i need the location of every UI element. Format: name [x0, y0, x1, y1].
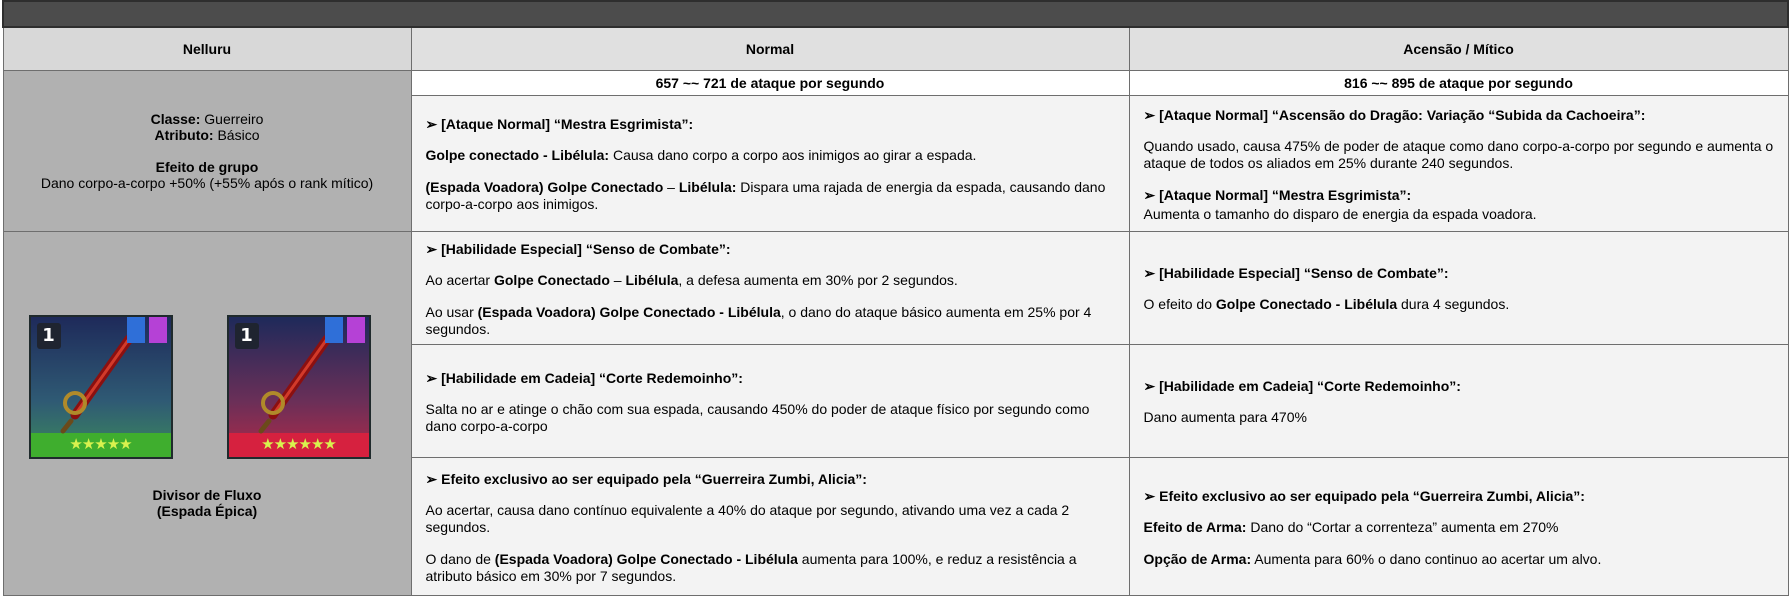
level-badge: 1: [37, 323, 61, 349]
attack-normal: 657 ~~ 721 de ataque por segundo: [411, 71, 1129, 96]
chain-skill-mythic-cell: [1129, 345, 1788, 458]
attribute-line: Atributo: Básico: [154, 127, 260, 143]
paragraph: O efeito do Golpe Conectado - Libélula dura 4 segundos.: [1143, 296, 1510, 312]
paragraph: Golpe conectado - Libélula: Causa dano corpo a corpo aos inimigos ao girar a espada.: [425, 147, 977, 163]
paragraph: Opção de Arma: Aumenta para 60% o dano continuo ao acertar um alvo.: [1143, 550, 1602, 567]
section-heading: ➢ [Habilidade Especial] “Senso de Combate”:: [425, 240, 731, 257]
title-bar: [3, 1, 1788, 27]
paragraph: Ao usar (Espada Voadora) Golpe Conectado - Libélula, o dano do ataque básico aumenta em 25% por 4 segundos.: [425, 303, 1092, 337]
chain-skill-normal-cell: [411, 345, 1129, 458]
exclusive-effect-mythic-cell: [1129, 458, 1788, 596]
weapon-name-line: Divisor de Fluxo: [152, 486, 262, 503]
weapon-card-mythic: [227, 315, 371, 459]
paragraph: Efeito de Arma: Dano do “Cortar a correnteza” aumenta em 270%: [1143, 518, 1559, 535]
bookmark-icon: [325, 317, 343, 343]
gem-icon: [149, 317, 167, 343]
section-heading: ➢ [Habilidade em Cadeia] “Corte Redemoinho”:: [1143, 378, 1461, 394]
weapon-name: [4, 487, 411, 519]
weapon-type-line: (Espada Épica): [156, 502, 258, 519]
exclusive-effect-normal-cell: [411, 458, 1129, 596]
section-heading: ➢ Efeito exclusivo ao ser equipado pela “Guerreira Zumbi, Alicia”:: [425, 470, 867, 487]
paragraph: Salta no ar e atinge o chão com sua espada, causando 450% do poder de ataque físico por segundo como dano corpo-a-corpo: [425, 400, 1090, 434]
section-heading: ➢ Efeito exclusivo ao ser equipado pela “Guerreira Zumbi, Alicia”:: [1143, 487, 1585, 504]
paragraph: Quando usado, causa 475% de poder de ataque como dano corpo-a-corpo por segundo e aumenta o ataque de todos os aliados em 25% durante 240 segundos.: [1143, 137, 1774, 171]
paragraph: (Espada Voadora) Golpe Conectado – Libélula: Dispara uma rajada de energia da espada, causando dano corpo-a-corpo aos inimigos.: [425, 179, 1106, 212]
gem-icon: [347, 317, 365, 343]
section-heading: ➢ [Ataque Normal] “Mestra Esgrimista”:: [425, 116, 694, 132]
special-skill-normal-cell: [411, 232, 1129, 345]
character-info-cell: [3, 71, 411, 232]
weapon-card-normal: [29, 315, 173, 459]
weapon-cards: [4, 315, 411, 459]
group-effect-text: Dano corpo-a-corpo +50% (+55% após o rank mítico): [40, 175, 374, 191]
section-heading: ➢ [Habilidade Especial] “Senso de Combate”:: [1143, 265, 1449, 281]
class-line: Classe: Guerreiro: [150, 111, 264, 127]
paragraph: Ao acertar, causa dano contínuo equivalente a 40% do ataque por segundo, ativando uma vez a cada 2 segundos.: [425, 501, 1070, 535]
paragraph: Dano aumenta para 470%: [1143, 409, 1307, 425]
header-character: Nelluru: [3, 27, 411, 71]
star-rating: ★★★★★: [69, 434, 132, 453]
level-badge: 1: [235, 323, 259, 349]
attack-mythic: 816 ~~ 895 de ataque por segundo: [1129, 71, 1788, 96]
paragraph: O dano de (Espada Voadora) Golpe Conectado - Libélula aumenta para 100%, e reduz a resistência a atributo básico em 30% por 7 segundos.: [425, 550, 1077, 584]
header-normal: Normal: [411, 27, 1129, 71]
section-heading: ➢ [Ataque Normal] “Ascensão do Dragão: Variação “Subida da Cachoeira”:: [1143, 106, 1646, 123]
normal-attack-normal-cell: [411, 96, 1129, 232]
group-effect-title: Efeito de grupo: [155, 159, 259, 175]
skill-table: [2, 0, 1789, 596]
bookmark-icon: [127, 317, 145, 343]
normal-attack-mythic-cell: [1129, 96, 1788, 232]
section-heading: ➢ [Habilidade em Cadeia] “Corte Redemoinho”:: [425, 369, 743, 386]
paragraph: Ao acertar Golpe Conectado – Libélula, a defesa aumenta em 30% por 2 segundos.: [425, 271, 958, 288]
section-heading: ➢ [Ataque Normal] “Mestra Esgrimista”:: [1143, 186, 1412, 203]
paragraph: Aumenta o tamanho do disparo de energia da espada voadora.: [1143, 205, 1537, 222]
star-rating: ★★★★★★: [261, 434, 336, 453]
weapon-cell: [3, 232, 411, 596]
header-mythic: Acensão / Mítico: [1129, 27, 1788, 71]
special-skill-mythic-cell: [1129, 232, 1788, 345]
